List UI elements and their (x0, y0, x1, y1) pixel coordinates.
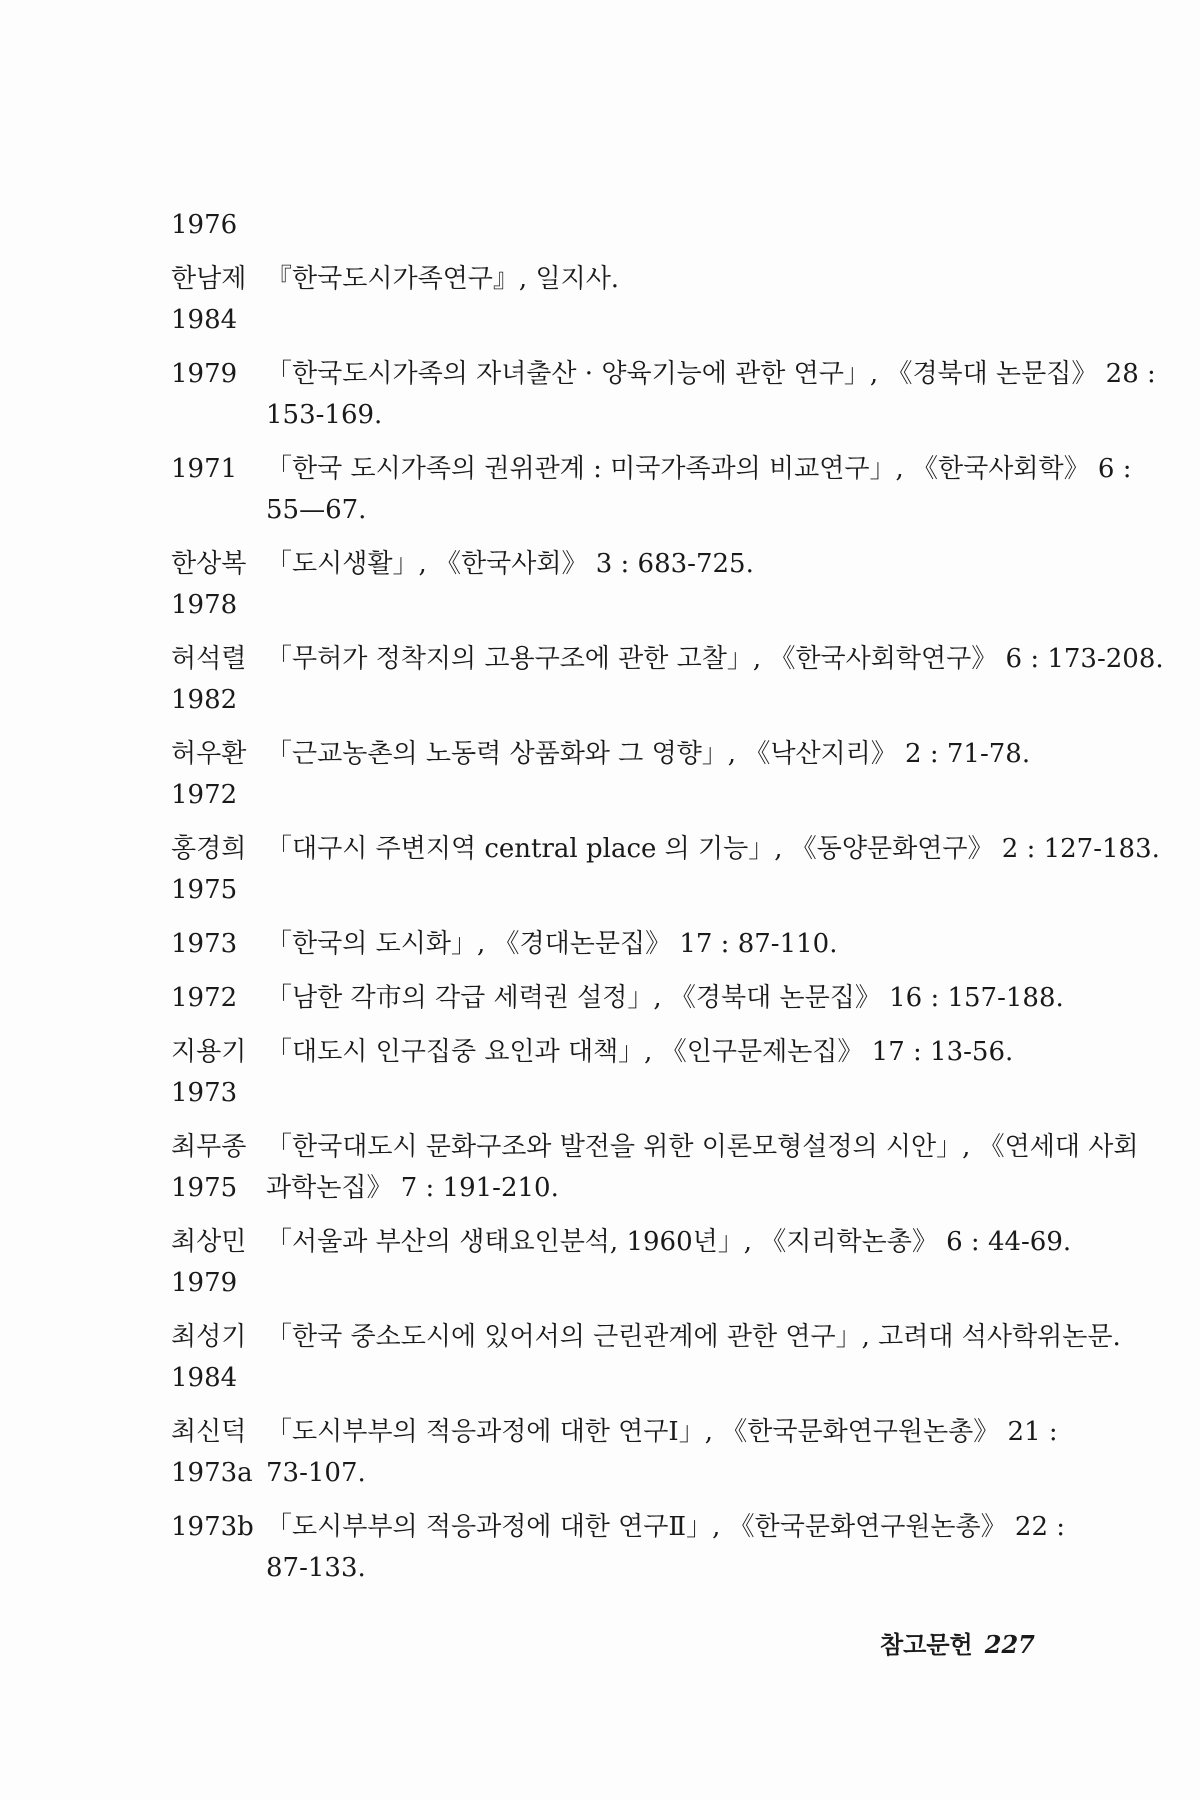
author-year (171, 924, 266, 965)
citation-line: 「한국대도시 문화구조와 발전을 위한 이론모형설정의 시안」, 《연세대 사회 (266, 1132, 1139, 1162)
citation-line: 과학논집》 7 : 191-210. (266, 1173, 559, 1203)
reference-list (171, 205, 1164, 1602)
author-year (171, 354, 266, 395)
citation-text (266, 978, 1071, 1019)
reference-entry (171, 1127, 1139, 1209)
citation-line: 55—67. (266, 495, 367, 525)
reference-entry (171, 205, 1071, 246)
citation-line: 「무허가 정착지의 고용구조에 관한 고찰」, 《한국사회학연구》 6 : 173-208. (266, 644, 1164, 674)
entry-label: 1984 (171, 1363, 238, 1393)
citation-text (266, 1222, 1071, 1263)
reference-entry (171, 259, 1071, 341)
citation-line: 「도시부부의 적응과정에 대한 연구Ⅱ」, 《한국문화연구원논총》 22 : (266, 1512, 1066, 1542)
author-year (171, 639, 266, 721)
author-year (171, 1222, 266, 1304)
entry-label: 1978 (171, 590, 238, 620)
reference-entry (171, 544, 1071, 626)
entry-label: 1979 (171, 359, 238, 389)
author-year (171, 1127, 266, 1209)
author-year (171, 1412, 266, 1494)
citation-text (266, 1412, 1071, 1494)
citation-line: 「서울과 부산의 생태요인분석, 1960년」, 《지리학논총》 6 : 44-69. (266, 1227, 1072, 1257)
citation-text (266, 1127, 1138, 1209)
author-name: 최성기 (171, 1322, 247, 1352)
citation-line: 73-107. (266, 1458, 366, 1488)
reference-entry (171, 449, 1132, 531)
author-year (171, 829, 266, 911)
entry-label: 1972 (171, 780, 238, 810)
reference-entry (171, 1317, 1121, 1399)
citation-line: 「대도시 인구집중 요인과 대책」, 《인구문제논집》 17 : 13-56. (266, 1037, 1014, 1067)
entry-label: 1973 (171, 929, 238, 959)
citation-line: 『한국도시가족연구』, 일지사. (266, 264, 620, 294)
entry-label: 1975 (171, 1173, 238, 1203)
citation-text (266, 449, 1131, 531)
citation-text (266, 1317, 1121, 1358)
entry-label: 1984 (171, 305, 238, 335)
reference-entry (171, 924, 1071, 965)
citation-line: 「남한 각市의 각급 세력권 설정」, 《경북대 논문집》 16 : 157-188. (266, 983, 1064, 1013)
author-name: 홍경희 (171, 834, 247, 864)
reference-entry (171, 1507, 1071, 1589)
author-name: 최신덕 (171, 1417, 247, 1447)
author-name: 한상복 (171, 549, 247, 579)
author-year (171, 1032, 266, 1114)
citation-line: 153-169. (266, 400, 383, 430)
entry-label: 1973b (171, 1512, 254, 1542)
citation-line: 「한국의 도시화」, 《경대논문집》 17 : 87-110. (266, 929, 838, 959)
citation-text (266, 639, 1164, 680)
citation-line: 「도시생활」, 《한국사회》 3 : 683-725. (266, 549, 754, 579)
citation-line: 「한국도시가족의 자녀출산 · 양육기능에 관한 연구」, 《경북대 논문집》 28 : (266, 359, 1156, 389)
citation-text (266, 544, 1071, 585)
citation-text (266, 354, 1156, 436)
reference-entry (171, 978, 1071, 1019)
author-year (171, 205, 266, 246)
author-name: 최무종 (171, 1132, 247, 1162)
author-year (171, 544, 266, 626)
author-year (171, 449, 266, 490)
author-year (171, 734, 266, 816)
citation-line: 「대구시 주변지역 central place 의 기능」, 《동양문화연구》 2 : 127-183. (266, 834, 1160, 864)
citation-line: 87-133. (266, 1553, 366, 1583)
author-name: 최상민 (171, 1227, 247, 1257)
author-year (171, 978, 266, 1019)
reference-entry (171, 734, 1071, 816)
author-name: 허우환 (171, 739, 247, 769)
citation-line: 「한국 중소도시에 있어서의 근린관계에 관한 연구」, 고려대 석사학위논문. (266, 1322, 1121, 1352)
entry-label: 1975 (171, 875, 238, 905)
citation-text (266, 1032, 1071, 1073)
citation-line: 「한국 도시가족의 권위관계 : 미국가족과의 비교연구」, 《한국사회학》 6 : (266, 454, 1132, 484)
citation-text (266, 1507, 1071, 1589)
author-name: 허석렬 (171, 644, 247, 674)
page-footer (880, 1625, 1035, 1660)
reference-entry (171, 829, 1160, 911)
reference-entry (171, 1032, 1071, 1114)
author-name: 지용기 (171, 1037, 247, 1067)
entry-label: 1973 (171, 1078, 238, 1108)
citation-text (266, 924, 1071, 965)
reference-entry (171, 1222, 1071, 1304)
reference-entry (171, 639, 1164, 721)
entry-label: 1982 (171, 685, 238, 715)
citation-text (266, 829, 1160, 870)
footer-section-title: 참고문헌 (880, 1630, 973, 1659)
reference-entry (171, 354, 1156, 436)
citation-line: 「근교농촌의 노동력 상품화와 그 영향」, 《낙산지리》 2 : 71-78. (266, 739, 1031, 769)
entry-label: 1971 (171, 454, 238, 484)
page-number: 227 (984, 1630, 1035, 1659)
entry-label: 1979 (171, 1268, 238, 1298)
author-year (171, 1317, 266, 1399)
entry-label: 1973a (171, 1458, 253, 1488)
author-year (171, 259, 266, 341)
citation-text (266, 259, 1071, 300)
entry-label: 1972 (171, 983, 238, 1013)
citation-text (266, 734, 1071, 775)
reference-entry (171, 1412, 1071, 1494)
author-year (171, 1507, 266, 1548)
entry-label: 1976 (171, 210, 238, 240)
author-name: 한남제 (171, 264, 247, 294)
citation-line: 「도시부부의 적응과정에 대한 연구Ⅰ」, 《한국문화연구원논총》 21 : (266, 1417, 1058, 1447)
